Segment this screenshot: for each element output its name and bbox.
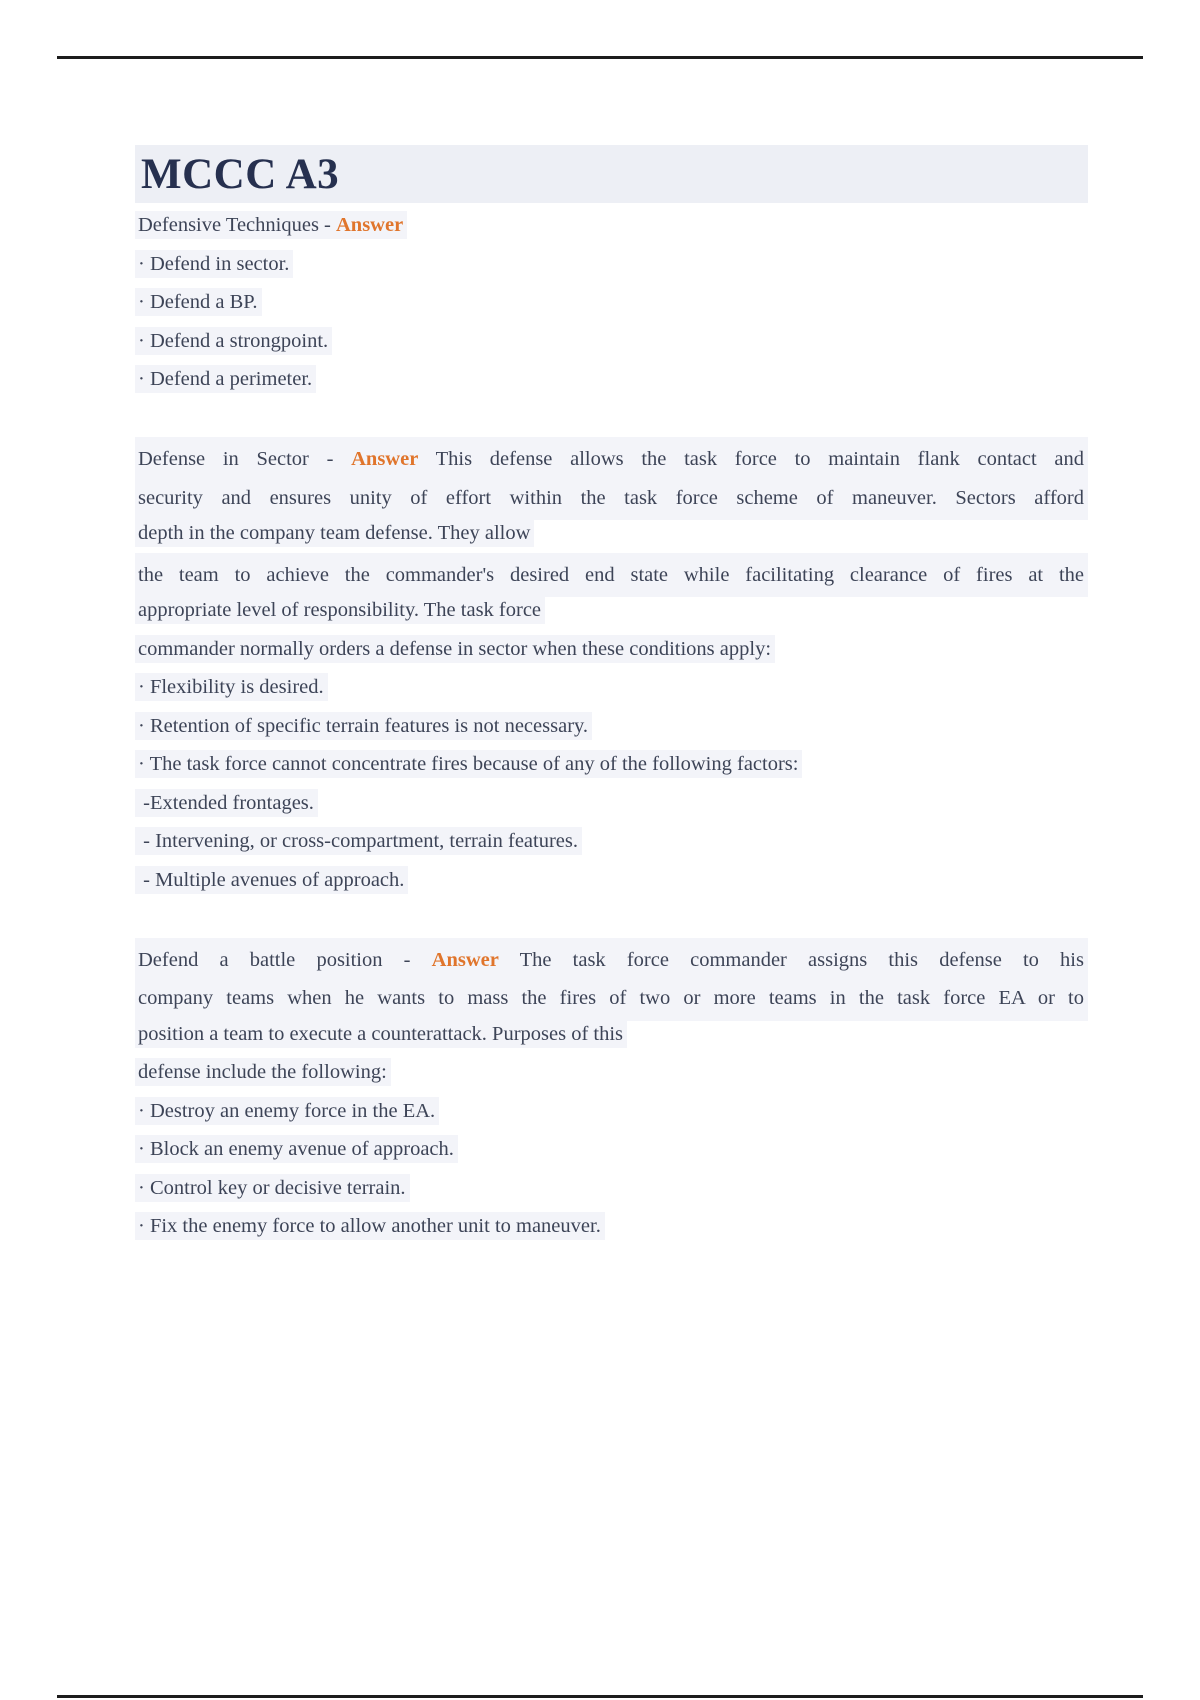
bullet-text: -Extended frontages. — [135, 789, 318, 817]
paragraph-text: defense include the following: — [135, 1058, 391, 1086]
bullet-item — [135, 668, 1088, 707]
bullet-item — [135, 861, 1088, 900]
bullet-item — [135, 245, 1088, 284]
paragraph-text: the team to achieve the commander's desired end state while facilitating clearance of fires at the — [135, 553, 1088, 598]
term-heading-highlight — [135, 211, 407, 239]
bullet-item — [135, 1092, 1088, 1131]
bullet-text: · Defend a strongpoint. — [135, 327, 332, 355]
paragraph-text: commander normally orders a defense in sector when these conditions apply: — [135, 635, 775, 663]
paragraph-line — [135, 976, 1088, 1015]
page-title-bar — [135, 145, 1088, 203]
term-heading — [135, 938, 1088, 977]
bullet-item — [135, 322, 1088, 361]
answer-label: Answer — [431, 948, 499, 971]
bullet-item — [135, 745, 1088, 784]
bullet-text: · Fix the enemy force to allow another unit to maneuver. — [135, 1212, 605, 1240]
bullet-item — [135, 1207, 1088, 1246]
term-heading — [135, 206, 1088, 245]
term-text: Defense in Sector - — [138, 448, 352, 470]
bullet-text: · Defend in sector. — [135, 250, 293, 278]
paragraph-text: depth in the company team defense. They allow — [135, 519, 534, 547]
paragraph-line — [135, 1053, 1088, 1092]
bullet-text: - Multiple avenues of approach. — [135, 866, 408, 894]
paragraph-line — [135, 476, 1088, 515]
bullet-text: · Defend a perimeter. — [135, 365, 316, 393]
bullet-item — [135, 1169, 1088, 1208]
bullet-item — [135, 822, 1088, 861]
bullet-text: · Retention of specific terrain features is not necessary. — [135, 712, 592, 740]
bullet-text: · Defend a BP. — [135, 288, 262, 316]
blank-line — [135, 399, 1088, 438]
paragraph-text: position a team to execute a counterattack. Purposes of this — [135, 1020, 627, 1048]
bullet-text: · Flexibility is desired. — [135, 673, 328, 701]
page-title: MCCC A3 — [141, 150, 340, 198]
bullet-text: · Block an enemy avenue of approach. — [135, 1135, 458, 1163]
definition-text: This defense allows the task force to maintain flank contact and — [418, 448, 1084, 470]
page-bottom-rule — [57, 1695, 1143, 1698]
term-heading — [135, 437, 1088, 476]
bullet-item — [135, 784, 1088, 823]
bullet-text: · The task force cannot concentrate fires because of any of the following factors: — [135, 750, 802, 778]
term-text: Defensive Techniques - — [138, 214, 336, 236]
paragraph-text: company teams when he wants to mass the fires of two or more teams in the task force EA or to — [135, 976, 1088, 1021]
bullet-text: · Control key or decisive terrain. — [135, 1174, 410, 1202]
bullet-item — [135, 707, 1088, 746]
bullet-text: - Intervening, or cross-compartment, terrain features. — [135, 827, 582, 855]
answer-label: Answer — [351, 448, 419, 470]
document-body — [135, 206, 1088, 1246]
paragraph-line — [135, 630, 1088, 669]
definition-text: The task force commander assigns this defense to his — [498, 948, 1084, 971]
bullet-item — [135, 1130, 1088, 1169]
paragraph-line — [135, 553, 1088, 592]
answer-label: Answer — [336, 214, 404, 236]
bullet-item — [135, 360, 1088, 399]
term-text: Defend a battle position - — [138, 948, 432, 971]
bullet-text: · Destroy an enemy force in the EA. — [135, 1097, 439, 1125]
bullet-item — [135, 283, 1088, 322]
page-top-rule — [57, 56, 1143, 59]
paragraph-text: security and ensures unity of effort within the task force scheme of maneuver. Sectors afford — [135, 476, 1088, 521]
blank-line — [135, 899, 1088, 938]
paragraph-text: appropriate level of responsibility. The task force — [135, 596, 545, 624]
